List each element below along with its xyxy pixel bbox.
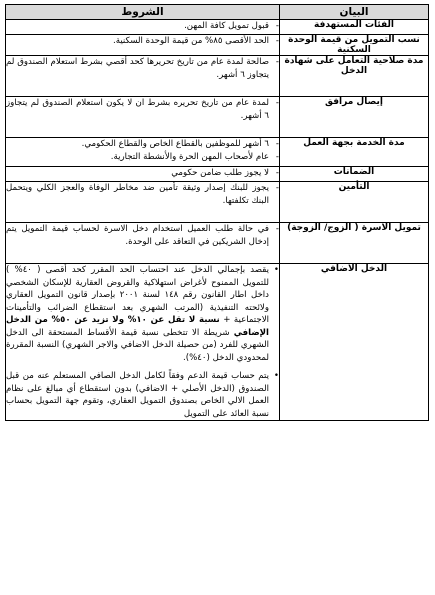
condition-item: - في حالة طلب العميل استخدام دخل الاسرة لحساب قيمة التمويل يتم إدخال الشريكين في التعاقد على الوحدة. (6, 223, 279, 248)
table-row (6, 167, 429, 182)
table-row (6, 56, 429, 97)
row-conditions (6, 35, 280, 56)
row-label: الضمانات (280, 167, 429, 182)
condition-text-bold: نسبة لا تقل عن ١٠% ولا تزيد عن ٥٠% من الدخل الإضافي (6, 315, 269, 338)
conditions-table (5, 4, 429, 421)
condition-item: - يجوز للبنك إصدار وثيقة تأمين ضد مخاطر الوفاة والعجز الكلي ويتحمل البنك تكلفتها. (6, 182, 279, 207)
row-label: التأمين (280, 182, 429, 223)
row-conditions (6, 264, 280, 421)
condition-item: - ٦ أشهر للموظفين بالقطاع الخاص والقطاع الحكومي. (6, 138, 279, 151)
row-conditions (6, 20, 280, 35)
row-conditions (6, 97, 280, 138)
row-label: إيصال مرافق (280, 97, 429, 138)
table-header-row (6, 5, 429, 20)
condition-item: - لا يجوز طلب ضامن حكومي (6, 167, 279, 180)
condition-text: يقصد بإجمالي الدخل عند احتساب الحد المقرر كحد أقصى ( ٤٠% ) للتمويل الممنوح لأغراض استهلاكية والقروض العقارية للإسكان الشخصي داخل اطار القانون رقم ١٤٨ لسنة ٢٠٠١ بإصدار قانون التمويل العقاري ولائحته التنفيذية (المرتب الشهري بعد استقطاع الضرائب والتأمينات الاجتماعية + (6, 265, 270, 325)
header-statement: البيان (280, 5, 429, 20)
table-row (6, 223, 429, 264)
condition-item: • يتم حساب قيمة الدعم وفقاً لكامل الدخل الصافي المستعلم عنه من قبل الصندوق (الدخل الأصلي + الاضافي) بدون استقطاع أي مبالغ على نظام العمل الالي الخاص بصندوق التمويل العقاري، وتقوم جهة التمويل بحساب نسبة العائد على التمويل (6, 370, 279, 420)
table-row (6, 35, 429, 56)
condition-item: - لمدة عام من تاريخ تحريره بشرط ان لا يكون استعلام الصندوق لم يتجاوز ٦ أشهر. (6, 97, 279, 122)
table-row (6, 20, 429, 35)
table-row (6, 138, 429, 167)
condition-item: - قبول تمويل كافة المهن. (6, 20, 279, 33)
row-conditions (6, 56, 280, 97)
row-label: الفئات المستهدفة (280, 20, 429, 35)
condition-text: شريطة الا تتخطى نسبة قيمة الأقساط المستحقة الى الدخل الشهري للفرد (من حصيلة الدخل الاضافي والاجر الشهري) النسبة المقررة لمحدودي الدخل (٤٠%). (6, 327, 269, 363)
row-label: مدة صلاحية التعامل على شهادة الدخل (280, 56, 429, 97)
row-conditions (6, 167, 280, 182)
row-conditions (6, 138, 280, 167)
table-row (6, 97, 429, 138)
row-conditions (6, 182, 280, 223)
table-row (6, 182, 429, 223)
row-label: نسب التمويل من قيمة الوحدة السكنية (280, 35, 429, 56)
row-conditions (6, 223, 280, 264)
condition-item (6, 264, 279, 364)
condition-item: - الحد الأقصى ٨٥% من قيمة الوحدة السكنية. (6, 35, 279, 48)
condition-item: - صالحة لمدة عام من تاريخ تحريرها كحد أقصي بشرط استعلام الصندوق لم يتجاوز ٦ أشهر. (6, 56, 279, 81)
header-conditions: الشروط (6, 5, 280, 20)
row-label: مدة الخدمة بجهة العمل (280, 138, 429, 167)
table-row-extra-income (6, 264, 429, 421)
condition-item: - عام لأصحاب المهن الحرة والأنشطة التجارية. (6, 151, 279, 164)
row-label: الدخل الاضافي (280, 264, 429, 421)
row-label: تمويل الاسرة ( الزوج/ الزوجة) (280, 223, 429, 264)
